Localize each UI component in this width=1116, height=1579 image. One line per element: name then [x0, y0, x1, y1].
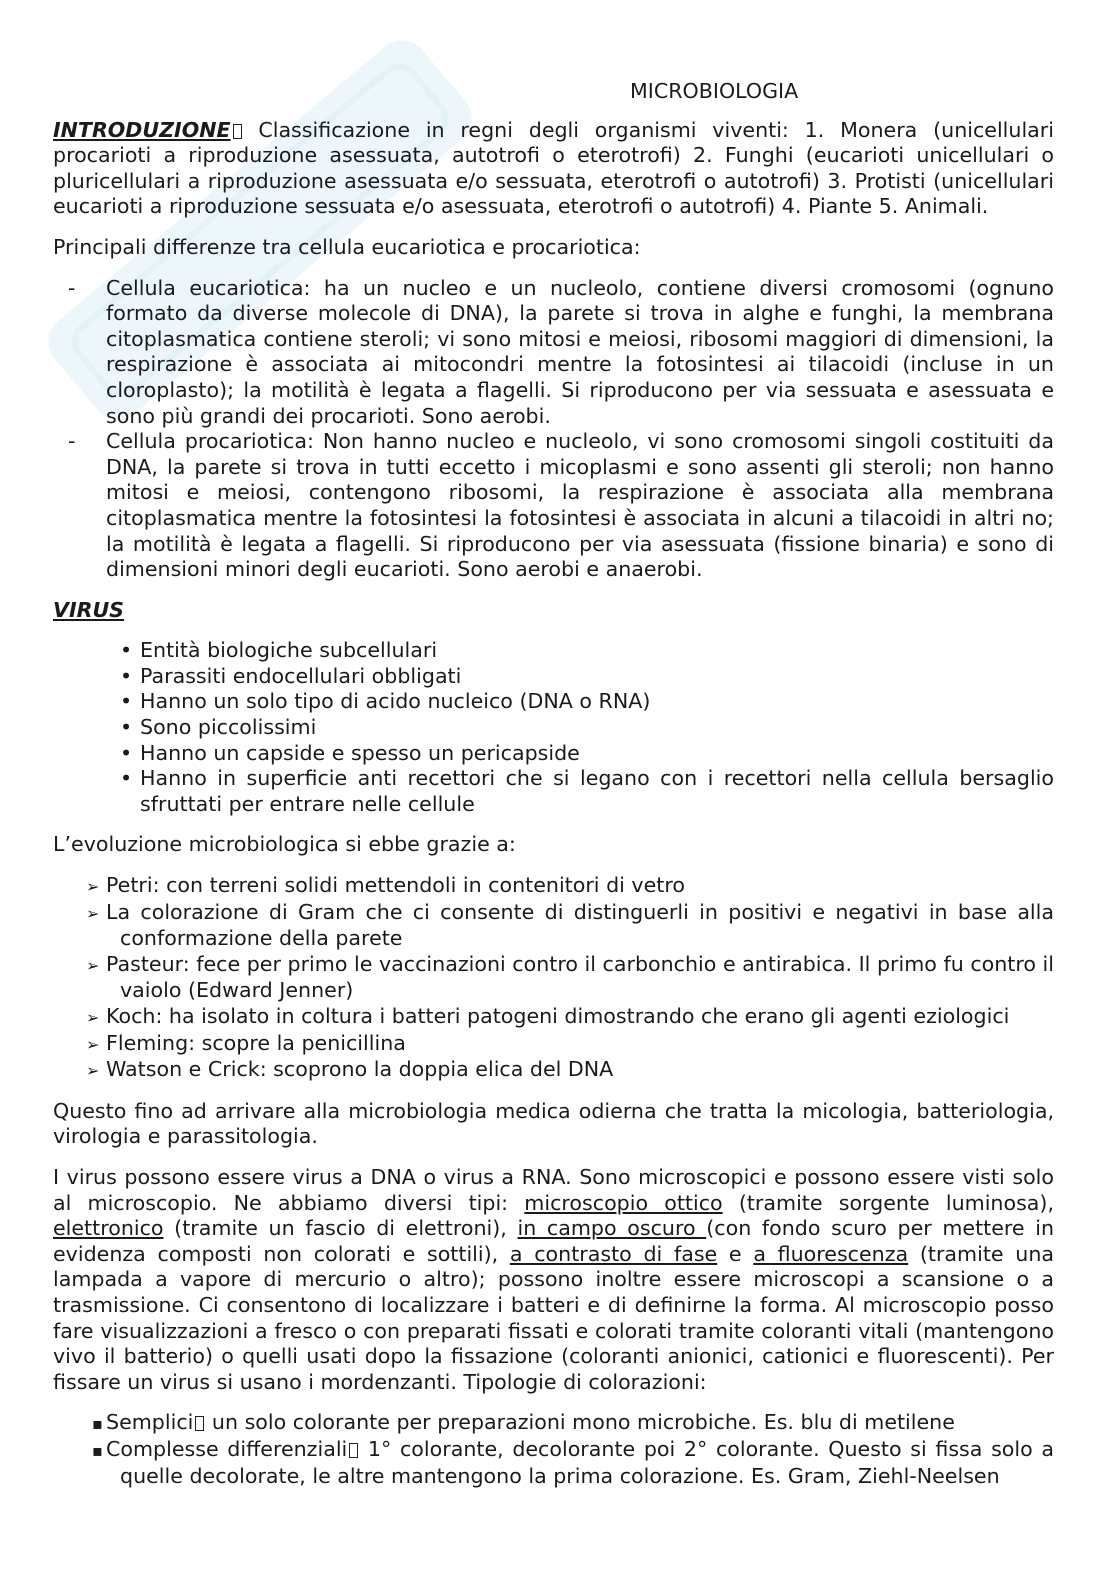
missing-glyph-box — [233, 124, 242, 139]
bullet-marker: • — [120, 766, 133, 791]
optical-microscope-term: microscopio ottico — [524, 1190, 723, 1215]
dark-field-term: in campo oscuro — [517, 1216, 707, 1241]
optical-microscope-desc: (tramite sorgente luminosa), — [722, 1190, 1055, 1215]
virus-heading: VIRUS — [53, 597, 125, 622]
list-item — [86, 1030, 1054, 1058]
intro-heading: INTRODUZIONE — [53, 117, 231, 142]
list-item-text: Koch: ha isolato in coltura i batteri patogeni dimostrando che erano gli agenti eziologici — [106, 1004, 1010, 1028]
electronic-microscope-term: elettronico — [53, 1216, 164, 1241]
list-item — [68, 275, 1054, 430]
list-item — [120, 689, 1054, 715]
missing-glyph-box — [349, 1443, 358, 1458]
conjunction: e — [717, 1241, 754, 1266]
dash-marker: - — [68, 429, 76, 454]
microscopy-paragraph — [53, 1165, 1054, 1395]
bullet-marker: • — [120, 689, 133, 714]
electronic-microscope-desc: (tramite un fascio di elettroni), — [163, 1216, 518, 1241]
differences-intro: Principali differenze tra cellula eucariotica e procariotica: — [53, 234, 641, 259]
modern-microbiology-paragraph: Questo fino ad arrivare alla microbiologia medica odierna che tratta la micologia, batteriologia, virologia e parassitologia. — [53, 1098, 1054, 1149]
list-item — [120, 663, 1054, 690]
list-item-text: Cellula eucariotica: ha un nucleo e un nucleolo, contiene diversi cromosomi (ognuno formato da diverse molecole di DNA), la parete si trova in alghe e funghi, la membrana citoplasmatica contiene steroli; vi sono mitosi e meiosi, ribosomi maggiori di dimensioni, la respirazione è associata ai mitocondri mentre la fotosintesi ai tilacoidi (incluse in un cloroplasto); la motilità è legata a flagelli. Si riproducono per via sessuata e asessuata e sono più grandi dei procarioti. Sono aerobi. — [106, 275, 1054, 428]
virus-list — [53, 638, 1054, 817]
phase-contrast-term: a contrasto di fase — [509, 1241, 718, 1266]
list-item — [120, 766, 1054, 817]
arrow-marker: ➢ — [86, 1008, 100, 1027]
list-item — [86, 951, 1054, 1004]
stain-text: un solo colorante per preparazioni mono microbiche. Es. blu di metilene — [205, 1410, 955, 1435]
square-marker: ▪ — [92, 1414, 103, 1434]
microscopy-tail: (tramite una lampada a vapore di mercurio o altro); possono inoltre essere microscopi a scansione o a trasmissione. Ci consentono di localizzare i batteri e di definirne la forma. Al microscopio posso fare visualizzazioni a fresco o con preparati fissati e colorati tramite coloranti vitali (mantengono vivo il batterio) o quelli usati dopo la fissazione (coloranti anionici, cationici e fluorescenti). Per fissare un virus si usano i mordenzanti. Tipologie di colorazioni: — [53, 1241, 1055, 1394]
list-item-text: Pasteur: fece per primo le vaccinazioni contro il carbonchio e antirabica. Il primo fu contro il vaiolo (Edward Jenner) — [106, 951, 1054, 1003]
microscopy-lead: I virus possono essere virus a DNA o virus a RNA. Sono microscopici e possono essere visti solo al microscopio. Ne abbiamo diversi tipi: — [53, 1164, 1054, 1215]
list-item-text: Hanno in superficie anti recettori che si legano con i recettori nella cellula bersaglio sfruttati per entrare nelle cellule — [140, 766, 1054, 816]
bullet-marker: • — [120, 663, 133, 688]
list-item-text: Fleming: scopre la penicillina — [106, 1030, 406, 1055]
stain-label: Complesse differenziali — [106, 1436, 348, 1461]
arrow-marker: ➢ — [86, 955, 100, 975]
list-item-text: Hanno un capside e spesso un pericapside — [140, 740, 580, 765]
dash-marker: - — [68, 275, 76, 300]
square-marker: ▪ — [92, 1440, 103, 1460]
evolution-list — [53, 873, 1054, 1084]
list-item-text: La colorazione di Gram che ci consente di distinguerli in positivi e negativi in base alla conformazione della parete — [106, 899, 1054, 951]
list-item — [92, 1436, 1054, 1489]
bullet-marker: • — [120, 715, 133, 740]
page-title: MICROBIOLOGIA — [630, 79, 799, 103]
list-item-text: Parassiti endocellulari obbligati — [140, 663, 462, 688]
evolution-intro: L’evoluzione microbiologica si ebbe grazie a: — [53, 832, 516, 857]
missing-glyph-box — [195, 1416, 204, 1431]
list-item-text: Watson e Crick: scoprono la doppia elica del DNA — [106, 1057, 614, 1082]
dark-field-desc: (con fondo scuro per mettere in evidenza composti non colorati e sottili), — [53, 1216, 1055, 1266]
list-item — [86, 1057, 1054, 1084]
list-item-text: Petri: con terreni solidi mettendoli in contenitori di vetro — [106, 873, 685, 898]
fluorescence-term: a fluorescenza — [753, 1241, 909, 1266]
list-item — [86, 899, 1054, 952]
list-item — [120, 638, 1054, 664]
arrow-marker: ➢ — [86, 877, 100, 897]
list-item-text: Cellula procariotica: Non hanno nucleo e nucleolo, vi sono cromosomi singoli costituiti da DNA, la parete si trova in tutti eccetto i micoplasmi e sono assenti gli steroli; non hanno mitosi e meiosi, contengono ribosomi, la respirazione è associata alla membrana citoplasmatica mentre la fotosintesi la fotosintesi è associata in alcuni a tilacoidi in altri no; la motilità è legata a flagelli. Si riproducono per via asessuata (fissione binaria) e sono di dimensioni minori degli eucarioti. Sono aerobi e anaerobi. — [106, 429, 1054, 582]
bullet-marker: • — [120, 638, 133, 663]
list-item — [120, 715, 1054, 741]
list-item-text: Entità biologiche subcellulari — [140, 638, 438, 663]
arrow-marker: ➢ — [86, 1061, 100, 1081]
list-item-text: Hanno un solo tipo di acido nucleico (DNA o RNA) — [140, 689, 651, 714]
cell-differences-list — [53, 276, 1054, 583]
document-content — [53, 79, 1054, 1504]
bullet-marker: • — [120, 740, 133, 765]
staining-list — [53, 1410, 1054, 1489]
list-item — [86, 1004, 1054, 1031]
arrow-marker: ➢ — [86, 903, 100, 923]
list-item — [120, 740, 1054, 767]
intro-paragraph — [53, 118, 1054, 220]
arrow-marker: ➢ — [86, 1034, 100, 1054]
stain-text: 1° colorante, decolorante poi 2° colorante. Questo si fissa solo a quelle decolorate, le altre mantengono la prima colorazione. Es. Gram, Ziehl-Neelsen — [120, 1436, 1054, 1488]
list-item — [92, 1410, 1054, 1437]
list-item — [68, 429, 1054, 583]
list-item — [86, 873, 1054, 900]
list-item-text: Sono piccolissimi — [140, 715, 317, 740]
stain-label: Semplici — [106, 1410, 194, 1435]
intro-text: Classificazione in regni degli organismi viventi: 1. Monera (unicellulari procarioti a riproduzione asessuata, autotrofi o eterotrofi) 2. Funghi (eucarioti unicellulari o pluricellulari a riproduzione asessuata e/o sessuata, eterotrofi o autotrofi) 3. Protisti (unicellulari eucarioti a riproduzione sessuata e/o asessuata, eterotrofi o autotrofi) 4. Piante 5. Animali. — [53, 117, 1054, 219]
virus-section — [53, 598, 1054, 624]
